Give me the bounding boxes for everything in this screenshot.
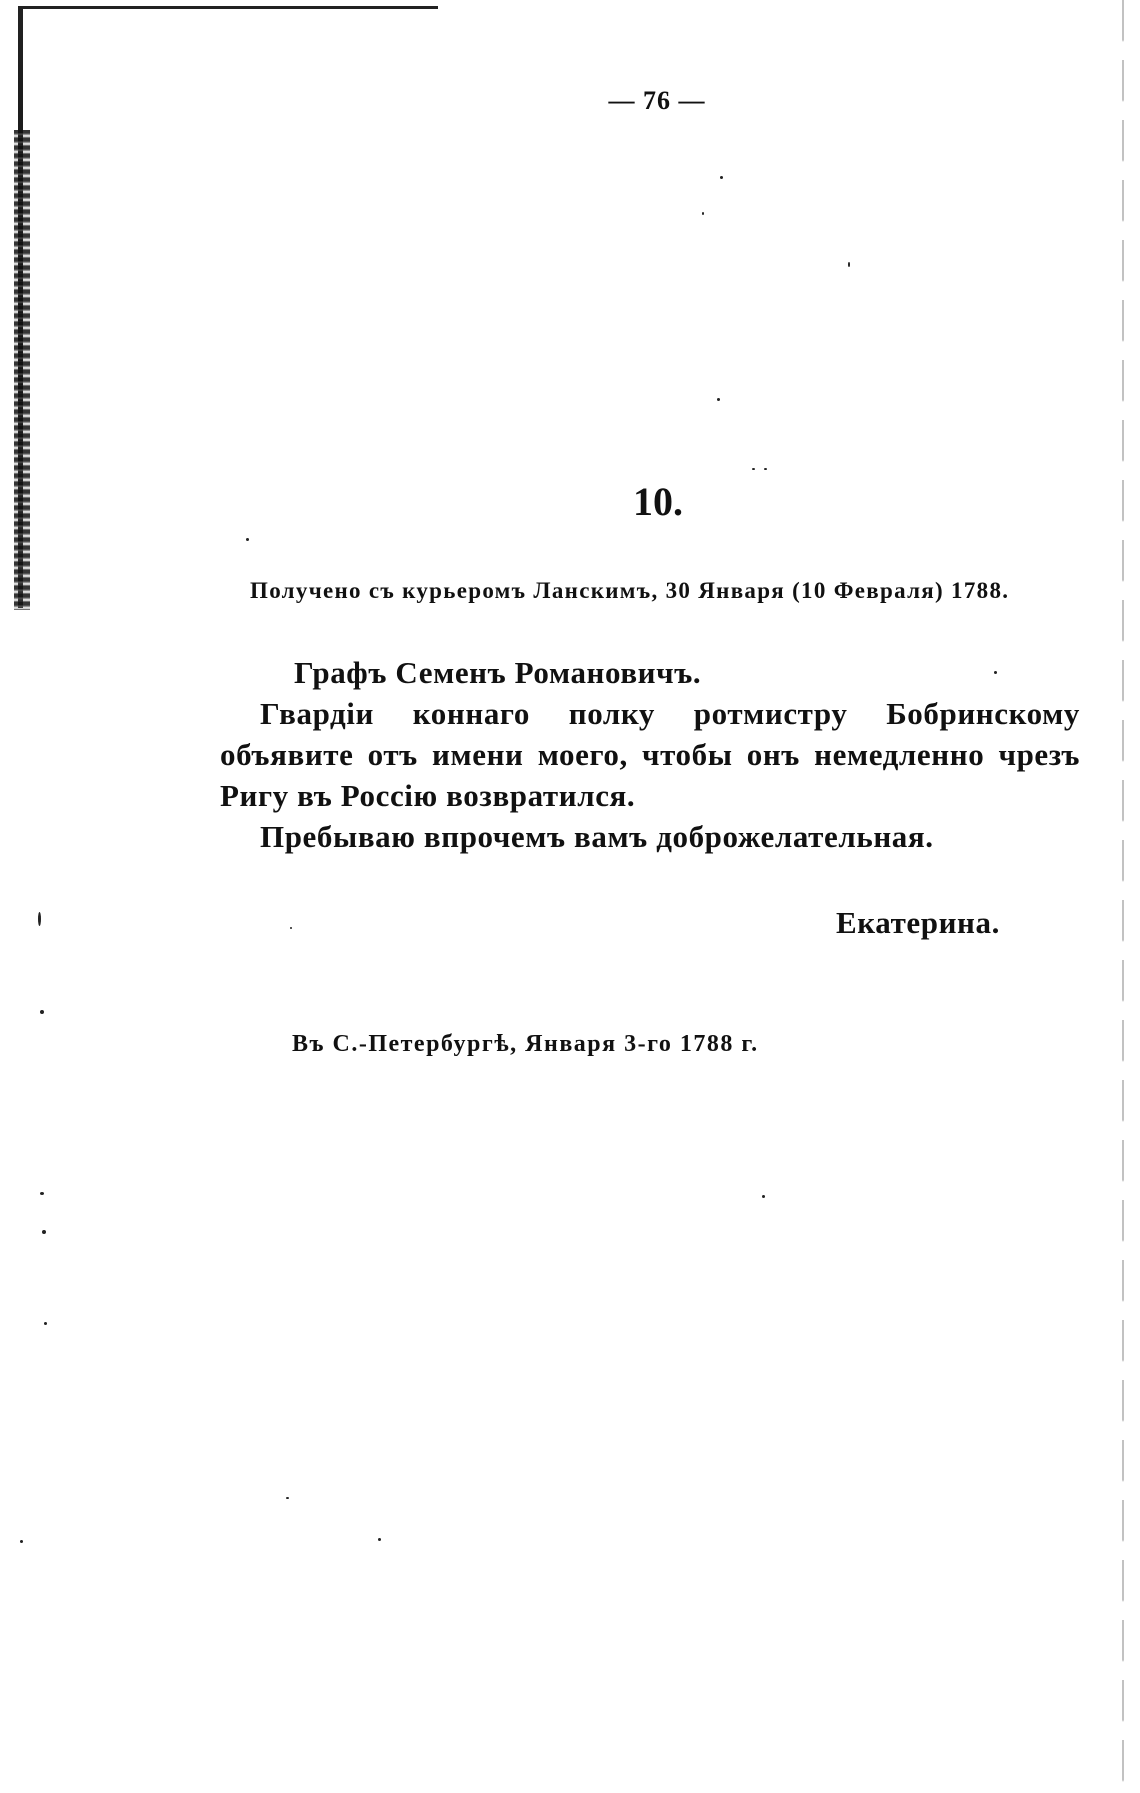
scan-speck bbox=[290, 927, 292, 929]
scan-speck bbox=[38, 912, 41, 926]
letter-text bbox=[220, 652, 1080, 857]
scan-speck bbox=[20, 1540, 23, 1543]
scan-speck bbox=[848, 262, 850, 267]
scan-speck bbox=[40, 1010, 44, 1014]
received-note: Получено съ курьеромъ Ланскимъ, 30 Января (10 Февраля) 1788. bbox=[250, 578, 1010, 603]
binding-top-edge bbox=[18, 6, 438, 9]
scan-speck bbox=[286, 1497, 289, 1499]
letter-signature: Екатерина. bbox=[836, 905, 1000, 940]
scan-speck bbox=[752, 468, 755, 470]
scan-speck bbox=[720, 176, 723, 179]
letter-closing: Пребываю впрочемъ вамъ доброжелательная. bbox=[260, 819, 934, 854]
scan-speck bbox=[42, 1230, 46, 1234]
letter-salutation: Графъ Семенъ Романовичъ. bbox=[294, 655, 702, 690]
scan-speck bbox=[378, 1538, 381, 1541]
scan-speck bbox=[764, 468, 767, 470]
scan-speck bbox=[44, 1322, 47, 1325]
scan-speck bbox=[246, 538, 249, 541]
place-and-date: Въ С.-Петербургѣ, Января 3-го 1788 г. bbox=[292, 1031, 759, 1057]
page-number: — 76 — bbox=[608, 86, 706, 115]
binding-scan-noise bbox=[14, 130, 30, 610]
right-scan-edge bbox=[1122, 0, 1124, 1793]
scan-speck bbox=[702, 212, 704, 215]
scan-speck bbox=[762, 1195, 765, 1198]
scan-speck bbox=[717, 398, 720, 401]
scan-speck bbox=[40, 1192, 44, 1195]
letter-body-paragraph: Гвардіи коннаго полку ротмистру Бобринскому объявите отъ имени моего, чтобы онъ немедленно чрезъ Ригу въ Россію возвратился. bbox=[220, 696, 1080, 813]
letter-number: 10. bbox=[633, 479, 683, 524]
